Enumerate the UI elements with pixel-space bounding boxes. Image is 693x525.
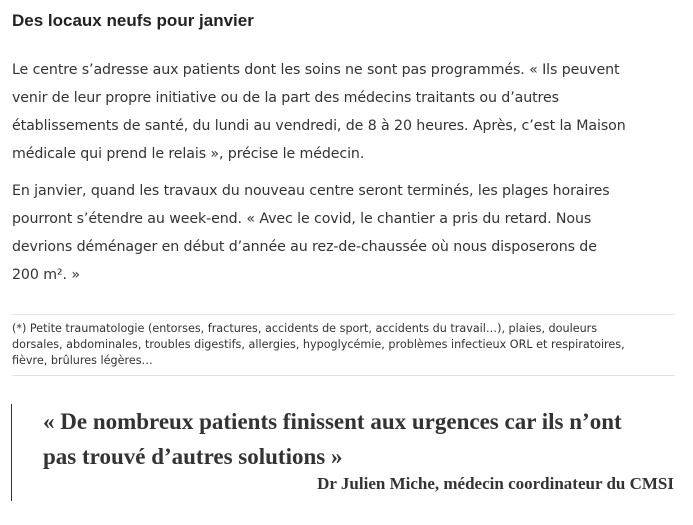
- paragraph-line: établissements de santé, du lundi au vendredi, de 8 à 20 heures. Après, c’est la Maison: [12, 118, 626, 134]
- pull-quote: [11, 404, 682, 501]
- paragraph-line: devrions déménager en début d’année au rez-de-chaussée où nous disposerons de: [12, 239, 597, 255]
- paragraph-line: En janvier, quand les travaux du nouveau centre seront terminés, les plages horaires: [12, 183, 610, 199]
- section-heading: Des locaux neufs pour janvier: [12, 11, 254, 30]
- paragraph-line: 200 m². »: [12, 267, 80, 283]
- pull-quote-attribution: Dr Julien Miche, médecin coordinateur du CMSI: [317, 474, 674, 493]
- paragraph-line: médicale qui prend le relais », précise le médecin.: [12, 146, 365, 162]
- paragraph-line: venir de leur propre initiative ou de la part des médecins traitants ou d’autres: [12, 90, 559, 106]
- pull-quote-text: [43, 404, 622, 474]
- paragraph-line: Le centre s’adresse aux patients dont les soins ne sont pas programmés. « Ils peuvent: [12, 62, 620, 78]
- pull-quote-line: pas trouvé d’autres solutions »: [43, 444, 343, 469]
- paragraph-1: [12, 56, 626, 168]
- pull-quote-line: « De nombreux patients finissent aux urgences car ils n’ont: [43, 409, 622, 434]
- paragraph-line: pourront s’étendre au week-end. « Avec le covid, le chantier a pris du retard. Nous: [12, 211, 592, 227]
- footnote-box: [12, 314, 675, 376]
- footnote-line: fièvre, brûlures légères…: [12, 354, 153, 367]
- paragraph-2: [12, 177, 610, 289]
- footnote-line: dorsales, abdominales, troubles digestifs, allergies, hypoglycémie, problèmes infectieux ORL et respiratoires,: [12, 338, 625, 351]
- footnote: [12, 321, 675, 369]
- footnote-line: (*) Petite traumatologie (entorses, fractures, accidents de sport, accidents du travail…), plaies, douleurs: [12, 322, 598, 335]
